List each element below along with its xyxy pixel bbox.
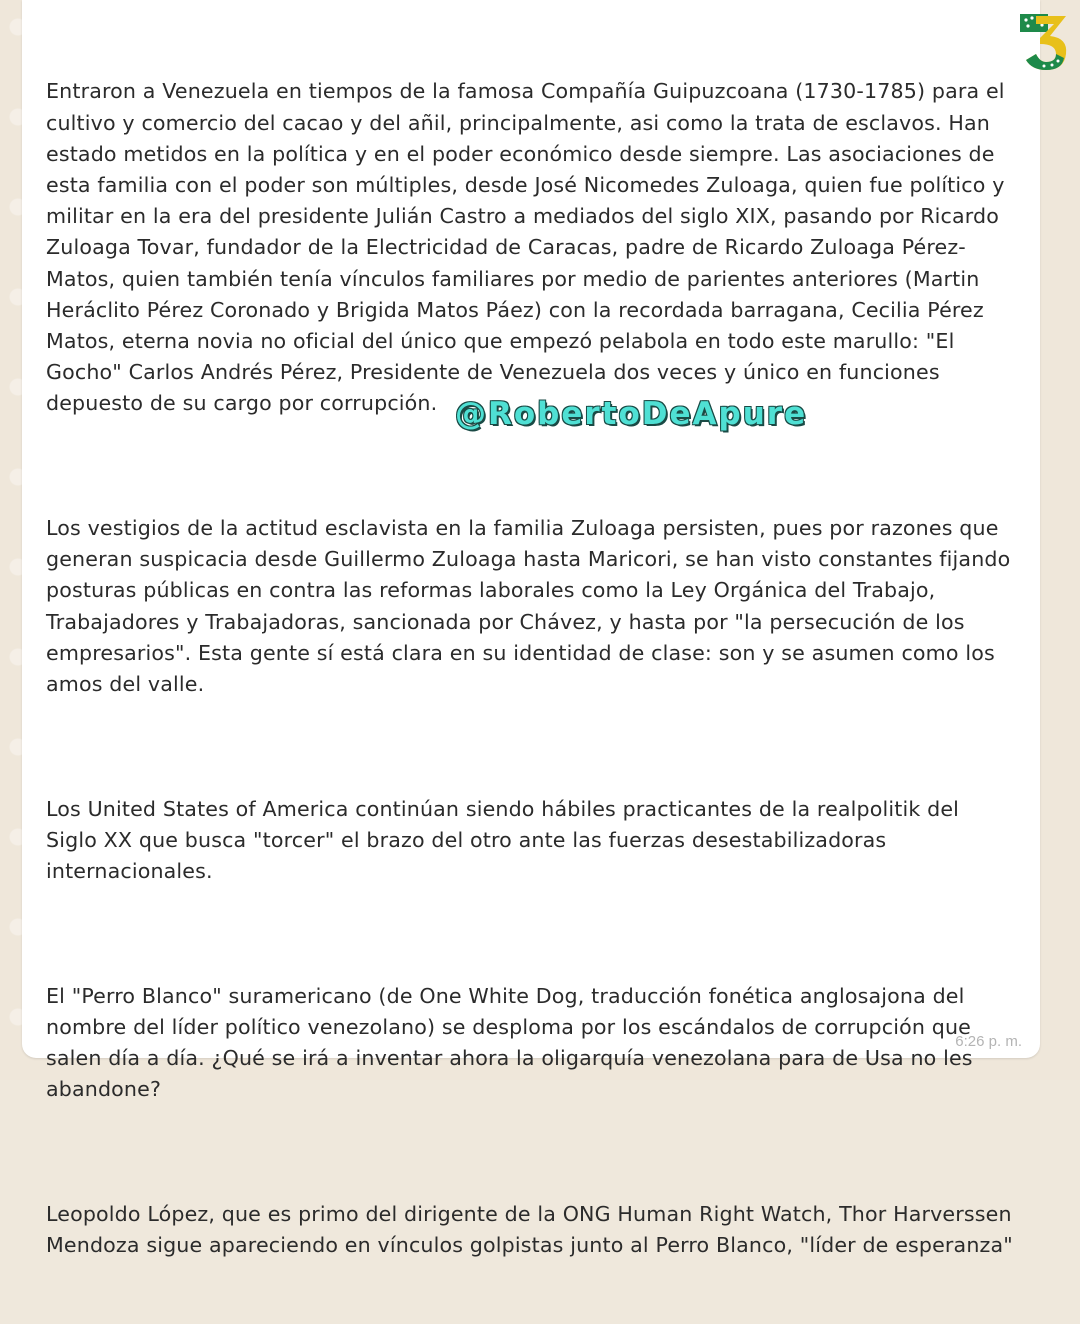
message-paragraph-3: Los United States of America continúan siendo hábiles practicantes de la realpolitik del Siglo XX que busca "torcer" el brazo del otro ante las fuerzas desestabilizadoras internacionales. [46,796,966,884]
flag-3-logo-icon [1016,12,1072,74]
message-bubble[interactable] [22,0,1040,1258]
message-paragraph-2: Los vestigios de la actitud esclavista en la familia Zuloaga persisten, pues por razones que generan suspicacia desde Guillermo Zuloaga hasta Maricori, se han visto constantes fijando posturas públicas en contra las reformas laborales como la Ley Orgánica del Trabajo, Trabajadores y Trabajadoras, sancionada por Chávez, y hasta por "la persecución de los empresarios". Esta gente sí está clara en su identidad de clase: son y se asumen como los amos del valle. [46,516,1018,697]
message-timestamp: 6:26 p. m. [955,1033,1022,1050]
message-paragraph-1: Entraron a Venezuela en tiempos de la famosa Compañía Guipuzcoana (1730-1785) para el cultivo y comercio del cacao y del añil, principalmente, asi como la trata de esclavos. Han estado metidos en la política y en el poder económico desde siempre. Las asociaciones de esta familia con el poder son múltiples, desde José Nicomedes Zuloaga, quien fue político y militar en la era del presidente Julián Castro a mediados del siglo XIX, pasando por Ricardo Zuloaga Tovar, fundador de la Electricidad de Caracas, padre de Ricardo Zuloaga Pérez-Matos, quien también tenía vínculos familiares por medio de parientes anteriores (Martin Heráclito Pérez Coronado y Brigida Matos Páez) con la recordada barragana, Cecilia Pérez Matos, eterna novia no oficial del único que empezó pelabola en todo este marullo: "El Gocho" Carlos Andrés Pérez, Presidente de Venezuela dos veces y único en funciones depuesto de su cargo por corrupción. [46,79,1012,416]
watermark-handle: @RobertoDeApure [455,396,808,432]
message-paragraph-5: Leopoldo López, que es primo del dirigente de la ONG Human Right Watch, Thor Harverssen Mendoza sigue apareciendo en vínculos golpistas junto al Perro Blanco, "líder de esperanza" [46,1201,1019,1258]
message-text [46,14,1019,1324]
message-paragraph-4: El "Perro Blanco" suramericano (de One White Dog, traducción fonética anglosajona del nombre del líder político venezolano) se desploma por los escándalos de corrupción que salen día a día. ¿Qué se irá a inventar ahora la oligarquía venezolana para de Usa no les abandone? [46,983,980,1102]
